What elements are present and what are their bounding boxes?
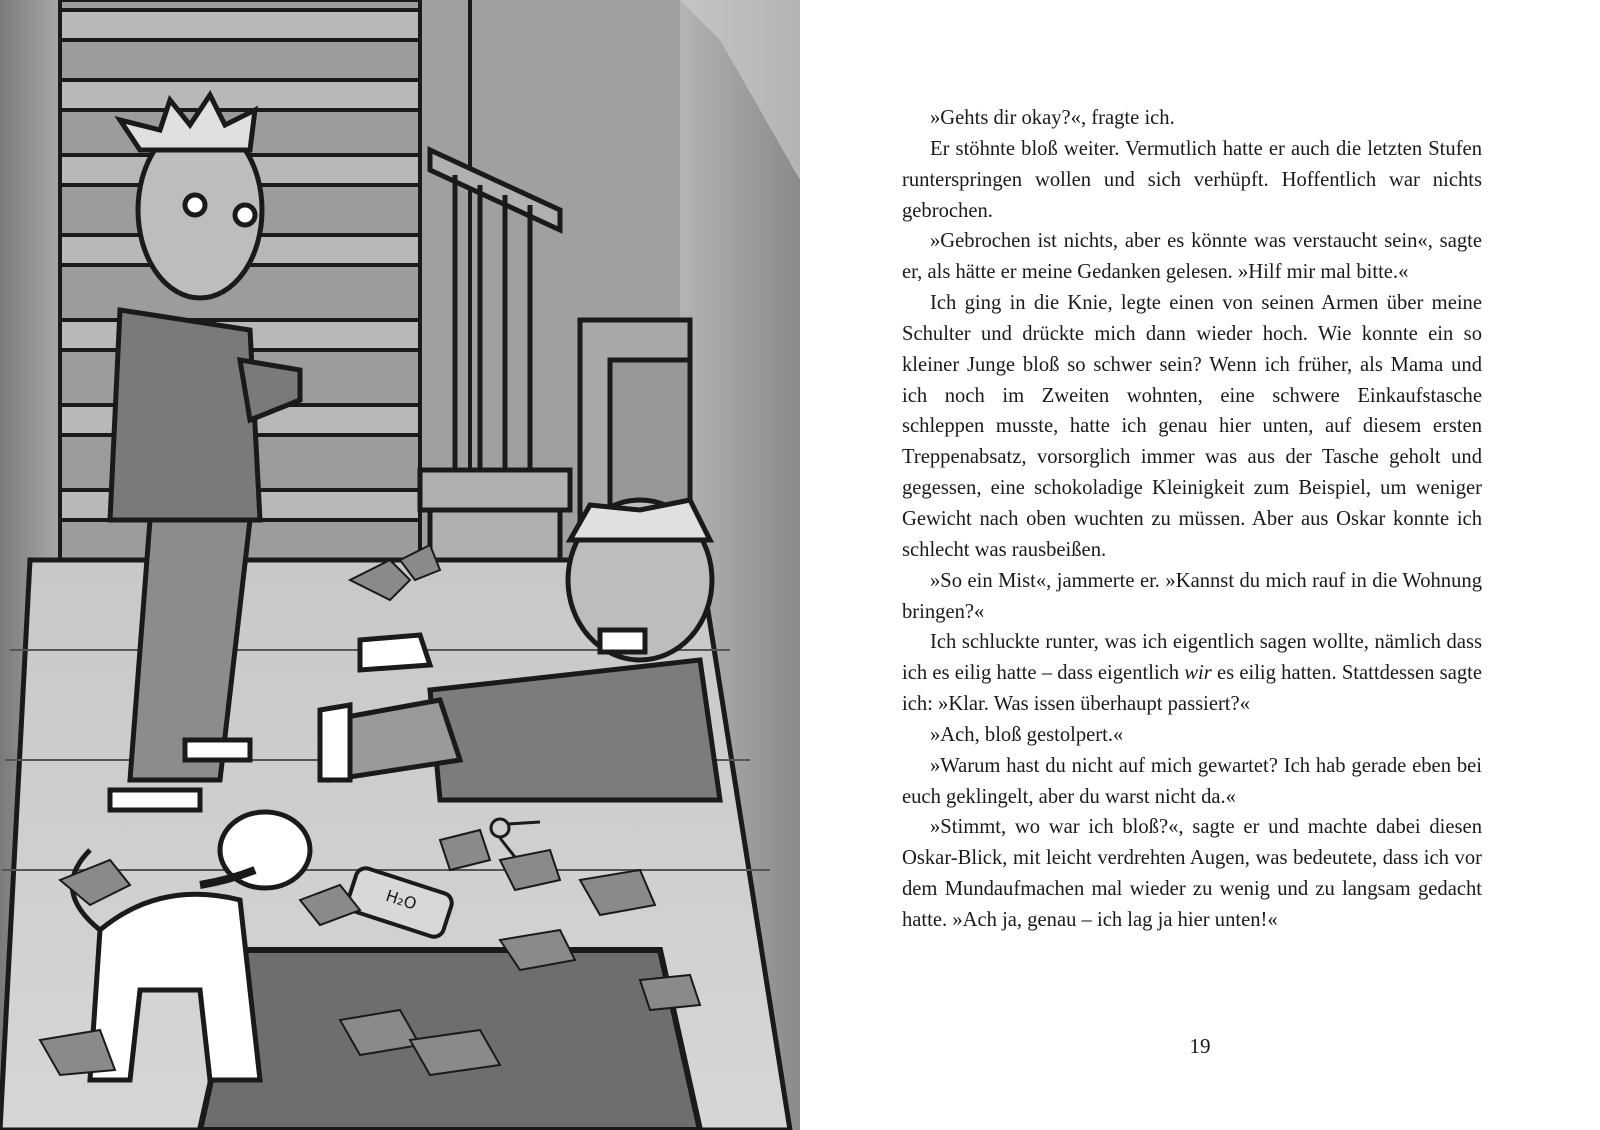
paragraph: »Gebrochen ist nichts, aber es könnte was verstaucht sein«, sagte er, als hätte er meine Gedanken gelesen. »Hilf mir mal bitte.« [902, 230, 1482, 284]
text-page [800, 0, 1600, 1130]
paragraph: »Ach, bloß gestolpert.« [930, 723, 1124, 746]
paragraph: Ich ging in die Knie, legte einen von seinen Armen über meine Schulter und drückte mich dann wieder hoch. Wie konnte ein so kleiner Junge bloß so schwer sein? Wenn ich früher, als Mama und ich noch im Zweiten wohnten, eine schwere Einkaufstasche schleppen musste, hatte ich genau hier unten, auf diesem ersten Treppenabsatz, vorsorglich immer was aus der Tasche geholt und gegessen, eine schokoladige Kleinigkeit zum Beispiel, um weniger Gewicht nach oben wuchten zu müssen. Aber aus Oskar konnte ich schlecht was rausbeißen. [902, 292, 1482, 561]
paragraph: Er stöhnte bloß weiter. Vermutlich hatte er auch die letzten Stufen runterspringen wollen und sich verhüpft. Hoffentlich war nichts gebrochen. [902, 137, 1482, 222]
page-number: 19 [1189, 1034, 1211, 1058]
svg-text:H₂O: H₂O [383, 885, 419, 914]
paragraph: »Stimmt, wo war ich bloß?«, sagte er und machte dabei diesen Oskar-Blick, mit leicht verdrehten Augen, was bedeutete, dass ich vor dem Mundaufmachen mal wieder zu wenig und zu langsam gedacht hatte. »Ach ja, genau – ich lag ja hier unten!« [902, 816, 1482, 931]
paragraph: »So ein Mist«, jammerte er. »Kannst du mich rauf in die Wohnung bringen?« [902, 569, 1482, 623]
paragraph: »Warum hast du nicht auf mich gewartet? Ich hab gerade eben bei euch geklingelt, aber du warst nicht da.« [902, 754, 1482, 808]
paragraph: »Gehts dir okay?«, fragte ich. [930, 107, 1175, 129]
paragraph: Ich schluckte runter, was ich eigentlich sagen wollte, nämlich dass ich es eilig hatte – dass eigentlich wir es eilig hatten. Stattdessen sagte ich: »Klar. Was issen überhaupt passiert?« [902, 631, 1482, 716]
emphasis: wir [1184, 662, 1212, 685]
story-text [902, 103, 1482, 936]
